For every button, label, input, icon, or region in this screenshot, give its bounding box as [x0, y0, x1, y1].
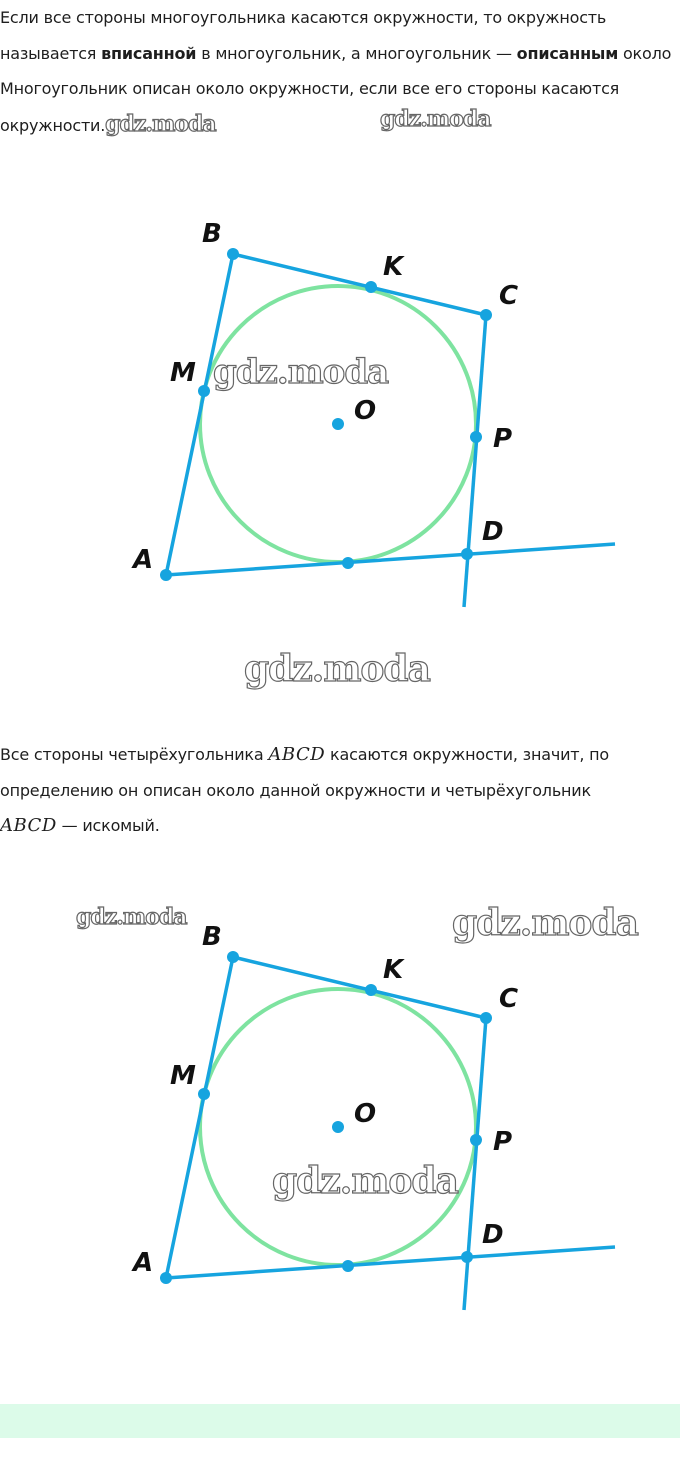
watermark-logo: gdz.moda [76, 904, 187, 930]
point-p [470, 431, 482, 443]
label-c: C [499, 984, 519, 1014]
point-b [227, 248, 239, 260]
term-circumscribed: описанным [516, 43, 619, 63]
point-p [470, 1134, 482, 1146]
intro-line-3: Многоугольник описан около окружности, если все его стороны касаются [0, 79, 620, 98]
point-o [332, 418, 344, 430]
point-c [480, 1012, 492, 1024]
watermark-logo: gdz.moda [213, 352, 389, 392]
point-a [160, 1272, 172, 1284]
watermark-logo: gdz.moda [380, 106, 491, 132]
point-a [160, 569, 172, 581]
label-b: B [202, 219, 222, 249]
label-p: P [493, 424, 513, 454]
label-k: K [383, 252, 404, 282]
line-cd [464, 1018, 486, 1310]
points [160, 248, 492, 581]
side-ab [166, 957, 233, 1278]
point-d [461, 1251, 473, 1263]
label-c: C [499, 281, 519, 311]
label-a: A [133, 1248, 154, 1278]
label-o: O [354, 396, 377, 426]
label-d: D [482, 517, 504, 547]
point-m [198, 1088, 210, 1100]
label-b: B [202, 922, 222, 952]
geometry-figure-1 [0, 210, 680, 670]
point-k [365, 984, 377, 996]
point-d [461, 548, 473, 560]
point-k [365, 281, 377, 293]
conclusion-line-3: ABCD — искомый. [0, 815, 160, 836]
line-ad [166, 544, 615, 575]
intro-line-1: Если все стороны многоугольника касаются окружности, то окружность [0, 8, 607, 27]
label-o: O [354, 1099, 377, 1129]
point-tangent-ad [342, 1260, 354, 1272]
side-bc [233, 957, 486, 1018]
intro-line-2: называется вписанной в многоугольник, а многоугольник — описанным около [0, 43, 672, 63]
label-p: P [493, 1127, 513, 1157]
label-m: M [170, 358, 196, 388]
intro-line-4: окружности.gdz.moda [0, 110, 216, 137]
intro-paragraph [0, 0, 680, 143]
conclusion-line-1: Все стороны четырёхугольника ABCD касаются окружности, значит, по [0, 744, 610, 765]
label-d: D [482, 1220, 504, 1250]
side-ab [166, 254, 233, 575]
conclusion-paragraph [0, 737, 680, 844]
line-cd [464, 315, 486, 607]
term-inscribed: вписанной [101, 43, 197, 63]
conclusion-line-2: определению он описан около данной окружности и четырёхугольник [0, 780, 591, 800]
bottom-highlight-bar [0, 1404, 680, 1438]
watermark-logo: gdz.moda [105, 110, 216, 137]
point-tangent-ad [342, 557, 354, 569]
math-abcd: ABCD [0, 815, 57, 836]
math-abcd: ABCD [268, 744, 326, 765]
label-m: M [170, 1061, 196, 1091]
points [160, 951, 492, 1284]
watermark-logo: gdz.moda [272, 1160, 458, 1202]
side-bc [233, 254, 486, 315]
point-b [227, 951, 239, 963]
point-c [480, 309, 492, 321]
watermark-logo: gdz.moda [244, 648, 430, 690]
point-m [198, 385, 210, 397]
line-ad [166, 1247, 615, 1278]
label-a: A [133, 545, 154, 575]
watermark-logo: gdz.moda [452, 902, 638, 944]
point-o [332, 1121, 344, 1133]
geometry-figure-2 [0, 913, 680, 1373]
label-k: K [383, 955, 404, 985]
